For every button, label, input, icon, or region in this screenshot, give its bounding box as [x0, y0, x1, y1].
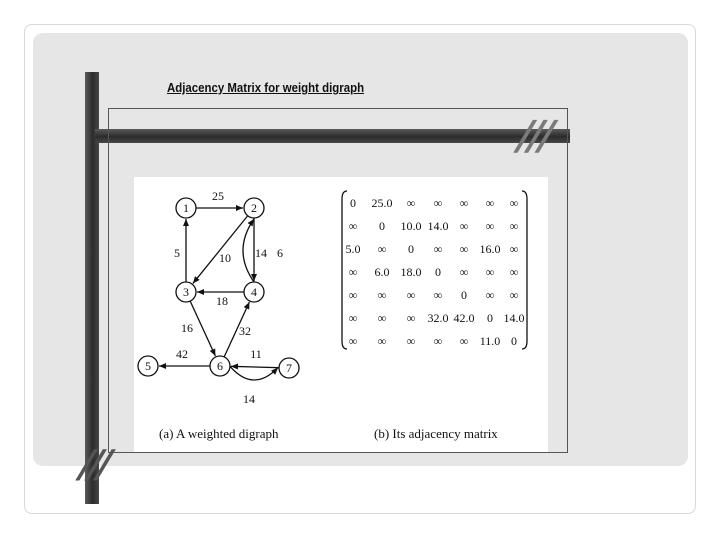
matrix-cell: ∞	[377, 334, 387, 348]
matrix-cell: 14.0	[427, 219, 449, 233]
matrix-cell: 0	[461, 288, 467, 302]
matrix-cell: 18.0	[400, 265, 422, 279]
matrix-cell: ∞	[406, 288, 416, 302]
matrix-cell: ∞	[459, 334, 469, 348]
matrix-cell: ∞	[485, 219, 495, 233]
matrix-cell: ∞	[485, 288, 495, 302]
adjacency-matrix	[342, 191, 527, 349]
matrix-caption: (b) Its adjacency matrix	[374, 426, 498, 441]
weighted-digraph	[138, 189, 299, 406]
matrix-cell: ∞	[459, 242, 469, 256]
graph-node-label: 7	[286, 361, 292, 375]
graph-edge-2-3	[193, 216, 248, 284]
matrix-right-bracket	[522, 191, 527, 349]
edge-weight-label: 5	[174, 246, 180, 260]
matrix-cell: ∞	[509, 242, 519, 256]
graph-caption: (a) A weighted digraph	[159, 426, 279, 441]
edge-weight-label: 14	[255, 246, 267, 260]
matrix-cell: ∞	[509, 219, 519, 233]
graph-edge-7-6	[231, 366, 279, 367]
matrix-cell: ∞	[509, 288, 519, 302]
edge-weight-label: 14	[243, 392, 255, 406]
decorative-slashes-bottom: ///	[73, 442, 113, 486]
matrix-cell: ∞	[433, 288, 443, 302]
edge-weight-label: 18	[216, 294, 228, 308]
graph-node-label: 3	[183, 285, 189, 299]
matrix-cell: ∞	[377, 288, 387, 302]
matrix-cell: 16.0	[479, 242, 501, 256]
edge-weight-label: 32	[239, 324, 251, 338]
matrix-cell: ∞	[433, 242, 443, 256]
matrix-cell: 42.0	[453, 311, 475, 325]
matrix-cell: ∞	[433, 334, 443, 348]
matrix-cell: ∞	[348, 288, 358, 302]
matrix-cell: 0	[379, 219, 385, 233]
graph-node-label: 5	[145, 359, 151, 373]
matrix-cell: ∞	[433, 196, 443, 210]
edge-weight-label: 25	[212, 189, 224, 203]
matrix-cell: 25.0	[371, 196, 393, 210]
graph-edge-3-6	[190, 301, 215, 356]
matrix-cell: ∞	[348, 219, 358, 233]
graph-node-label: 4	[251, 285, 257, 299]
edge-weight-label: 10	[219, 251, 231, 265]
edge-weight-label: 6	[277, 246, 283, 260]
matrix-cell: 5.0	[345, 242, 361, 256]
matrix-cell: 14.0	[503, 311, 525, 325]
matrix-cell: ∞	[509, 265, 519, 279]
figure-svg	[134, 177, 548, 452]
graph-node-label: 1	[183, 201, 189, 215]
matrix-cell: ∞	[406, 334, 416, 348]
matrix-cell: ∞	[377, 242, 387, 256]
matrix-cell: ∞	[509, 196, 519, 210]
matrix-left-bracket	[342, 191, 347, 349]
slide-title: Adjacency Matrix for weight digraph	[167, 80, 365, 95]
matrix-cell: ∞	[406, 311, 416, 325]
matrix-cell: ∞	[459, 219, 469, 233]
matrix-cell: ∞	[348, 334, 358, 348]
figure-image	[134, 177, 548, 452]
matrix-cell: ∞	[377, 311, 387, 325]
decorative-slashes-top: ///	[511, 113, 557, 159]
matrix-cell: 0	[511, 334, 517, 348]
matrix-cell: 6.0	[374, 265, 390, 279]
matrix-cell: ∞	[406, 196, 416, 210]
matrix-cell: ∞	[485, 265, 495, 279]
edge-weight-label: 11	[250, 347, 262, 361]
matrix-cell: 0	[435, 265, 441, 279]
matrix-cell: 11.0	[479, 334, 501, 348]
matrix-cell: 32.0	[427, 311, 449, 325]
graph-edge-6-7	[230, 366, 278, 380]
matrix-cell: 0	[487, 311, 493, 325]
edge-weight-label: 42	[176, 347, 188, 361]
graph-node-label: 2	[251, 201, 257, 215]
edge-weight-label: 16	[181, 321, 193, 335]
matrix-cell: ∞	[459, 196, 469, 210]
matrix-cell: ∞	[348, 311, 358, 325]
matrix-cell: ∞	[459, 265, 469, 279]
matrix-cell: ∞	[348, 265, 358, 279]
matrix-cell: 0	[408, 242, 414, 256]
matrix-cell: ∞	[485, 196, 495, 210]
matrix-cell: 10.0	[400, 219, 422, 233]
graph-edge-4-2	[243, 219, 254, 282]
graph-node-label: 6	[217, 359, 223, 373]
matrix-cell: 0	[350, 196, 356, 210]
